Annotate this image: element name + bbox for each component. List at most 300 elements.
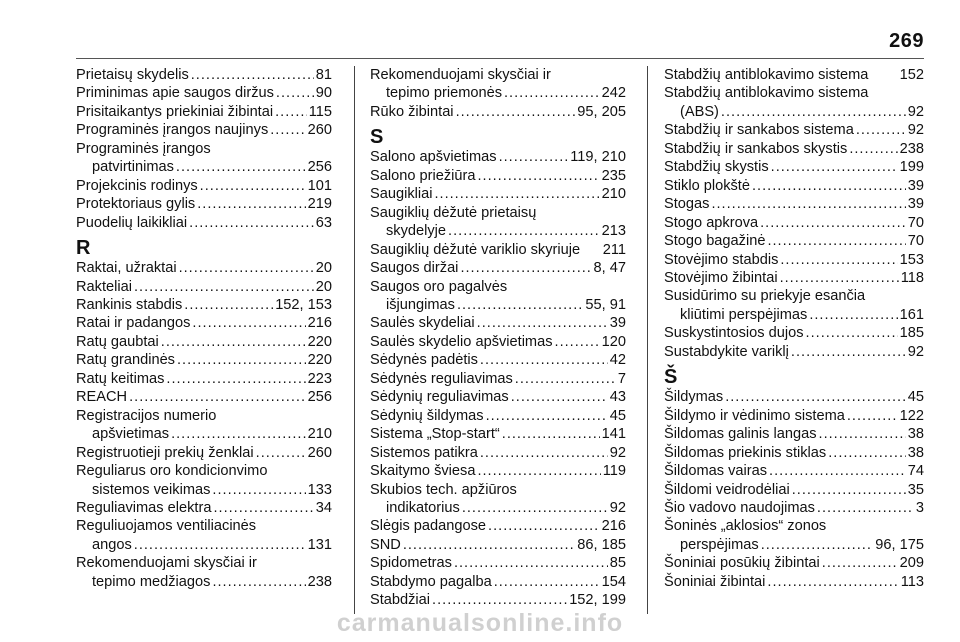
index-entry [370,573,626,591]
index-entry-page: 152, 153 [275,296,332,313]
index-entry-page: 7 [617,370,626,387]
index-entry-page: 133 [307,481,332,498]
index-entry-term-continued: skydelyje [386,223,447,240]
index-entry [664,481,924,499]
index-entry-term: Rankinis stabdis [76,296,183,313]
index-entry-term: Saugikliai [370,186,433,203]
index-entry-page: 20 [315,278,332,295]
leader-dots [129,388,306,406]
index-entry [76,407,332,444]
index-entry [76,259,332,277]
page-number: 269 [889,30,924,52]
index-entry [664,251,924,269]
index-entry [370,591,626,609]
index-entry-page: 161 [899,306,924,323]
leader-dots [197,195,305,213]
index-entry-page: 219 [307,196,332,213]
leader-dots [457,296,583,314]
index-entry-page: 238 [899,140,924,157]
index-entry [370,462,626,480]
section-letter: S [370,126,384,149]
index-entry [370,185,626,203]
index-entry-term: Sėdynių šildymas [370,407,484,424]
leader-dots [192,314,305,332]
index-entry-line [664,177,924,195]
leader-dots [499,148,569,166]
index-entry-page: 81 [315,67,332,83]
index-entry [370,370,626,388]
index-entry-line [664,158,924,176]
index-entry-page: 39 [907,177,924,194]
index-entry-line [664,306,924,324]
leader-dots [721,103,906,121]
index-entry-term: Prietaisų skydelis [76,67,189,83]
index-entry-page: 85 [609,555,626,572]
index-entry [370,204,626,241]
index-entry-page: 42 [609,352,626,369]
index-entry-page: 209 [899,555,924,572]
index-entry-page: 115 [308,103,332,120]
index-entry [664,158,924,176]
index-entry-term: Sėdynės reguliavimas [370,370,513,387]
index-entry-term: Stovėjimo žibintai [664,269,778,286]
index-entry-page: 38 [907,444,924,461]
leader-dots [134,278,314,296]
index-entry-term: Sėdynių reguliavimas [370,389,509,406]
index-entry-term: Suskystintosios dujos [664,325,804,342]
index-entry-page: 141 [601,426,626,443]
index-entry-term: Rekomenduojami skysčiai ir [76,555,257,572]
index-entry-term: Raktai, užraktai [76,260,177,277]
leader-dots [191,66,314,84]
index-entry-term: Reguliarus oro kondicionvimo [76,463,268,480]
index-entry-term: Šoniniai žibintai [664,573,766,590]
index-entry [664,388,924,406]
index-entry [76,121,332,139]
index-entry-term: Rakteliai [76,278,132,295]
index-entry-term: REACH [76,389,128,406]
index-entry-page: 92 [907,343,924,360]
index-entry [664,444,924,462]
index-entry-line [76,370,332,388]
leader-dots [760,214,906,232]
index-entry-page: 90 [315,85,332,102]
index-entry [76,84,332,102]
index-entry [664,425,924,443]
index-entry-page: 39 [609,315,626,332]
index-entry-page: 216 [601,518,626,535]
leader-dots [460,259,591,277]
index-entry-line [664,195,924,213]
index-entry-term: Stovėjimo stabdis [664,251,779,268]
watermark: carmanualsonline.info [336,609,624,637]
index-entry-line [664,214,924,232]
index-entry-line [76,481,332,499]
leader-dots [806,324,898,342]
index-entry-term-continued: angos [92,536,132,553]
index-entry-term: Stiklo plokštė [664,177,750,194]
index-entry-line [664,66,924,84]
index-entry-line [664,407,924,425]
index-entry-term-continued: indikatorius [386,499,460,516]
leader-dots [515,370,616,388]
leader-dots [477,167,599,185]
index-entry-term: Slėgis padangose [370,518,487,535]
index-entry-line [370,103,626,121]
index-entry [370,333,626,351]
index-entry [370,554,626,572]
index-entry-line [370,573,626,591]
index-entry-page: 45 [609,407,626,424]
index-entry-term: Projekcinis rodinys [76,177,198,194]
index-entry-page: 39 [907,196,924,213]
index-entry-page: 92 [609,499,626,516]
index-entry-line [370,591,626,609]
index-entry-page: 70 [907,214,924,231]
leader-dots [276,84,314,102]
index-entry-term: Programinės įrangos naujinys [76,122,269,139]
leader-dots [477,314,608,332]
index-entry-page: 92 [907,122,924,139]
leader-dots [494,573,600,591]
leader-dots [200,177,306,195]
index-entry-term: Ratai ir padangos [76,315,191,332]
index-entry [370,148,626,166]
index-entry-line [76,351,332,369]
index-entry [664,324,924,342]
index-entry-line [76,296,332,314]
index-entry-term-continued: apšvietimas [92,426,170,443]
leader-dots [828,444,906,462]
leader-dots [448,222,600,240]
index-entry-line [370,370,626,388]
index-entry-line [76,425,332,443]
index-entry [664,140,924,158]
index-entry-term: Rekomenduojami skysčiai ir [370,67,551,83]
index-entry-line [76,195,332,213]
index-entry-line [76,573,332,591]
index-entry [664,517,924,554]
leader-dots [456,103,576,121]
index-entry-page: 8, 47 [593,260,626,277]
index-entry-term-continued: (ABS) [680,103,719,120]
index-entry-term: Saugiklių dėžutė variklio skyriuje [370,241,581,258]
index-entry-line [370,167,626,185]
index-entry-term: Šio vadovo naudojimas [664,499,815,516]
index-entry [76,499,332,517]
index-entry [664,554,924,572]
index-entry-page: 38 [907,426,924,443]
index-entry-page: 3 [915,499,924,516]
leader-dots [791,343,906,361]
index-entry-line [76,444,332,462]
index-entry [664,462,924,480]
index-entry-line [370,84,626,102]
index-entry-line [664,324,924,342]
index-entry-line [76,333,332,351]
index-entry-line [664,554,924,572]
index-entry-term: Salono apšvietimas [370,149,497,166]
index-entry-page: 216 [307,315,332,332]
index-entry-term: Ratų gaubtai [76,333,159,350]
index-entry-term: Šildomas vairas [664,463,768,480]
index-entry-line [370,296,626,314]
leader-dots [480,351,608,369]
top-rule [76,58,924,59]
index-entry-page: 96, 175 [875,536,924,553]
index-entry-page: 131 [307,536,332,553]
index-entry-term: Stogo apkrova [664,214,759,231]
index-entry [76,462,332,499]
index-entry-term: Saulės skydeliai [370,315,475,332]
index-entry-line [664,536,924,554]
index-entry-term: Skubios tech. apžiūros [370,481,517,498]
index-entry-term: Sistemos patikra [370,444,478,461]
index-entry-term: Registracijos numerio [76,407,217,424]
index-entry [664,121,924,139]
index-entry-line [664,425,924,443]
index-entry-line [76,121,332,139]
index-entry [370,536,626,554]
leader-dots [780,269,899,287]
index-column-3 [664,66,924,591]
index-entry [76,554,332,591]
index-entry [370,481,626,518]
index-entry-line [370,314,626,332]
index-entry-term: Ratų grandinės [76,352,175,369]
index-entry [370,351,626,369]
index-entry [664,499,924,517]
leader-dots [275,103,307,121]
leader-dots [819,425,906,443]
index-entry-term: Susidūrimo su priekyje esančia [664,288,866,305]
index-entry [370,425,626,443]
index-entry [664,573,924,591]
index-entry-page: 256 [307,389,332,406]
index-entry-term: Šildomas priekinis stiklas [664,444,827,461]
index-entry-line [664,499,924,517]
index-entry-line [76,177,332,195]
leader-dots [504,84,600,102]
leader-dots [179,259,314,277]
index-entry-term: Šildomas galinis langas [664,426,817,443]
index-entry [664,407,924,425]
leader-dots [780,251,897,269]
index-entry-page: 55, 91 [585,296,626,313]
index-entry-line [76,158,332,176]
leader-dots [213,499,313,517]
index-entry-line [664,103,924,121]
index-entry-line [370,554,626,572]
index-entry-term: Šildymas [664,389,724,406]
index-entry [664,287,924,324]
index-entry-line [370,499,626,517]
index-entry-term: Šildomi veidrodėliai [664,481,790,498]
index-entry [76,517,332,554]
leader-dots [711,195,905,213]
leader-dots [792,481,906,499]
index-entry-term: Saulės skydelio apšvietimas [370,333,553,350]
index-entry-line [664,462,924,480]
index-entry-line [664,444,924,462]
index-entry-line [76,499,332,517]
index-entry-term: Saugos diržai [370,260,459,277]
index-entry-page: 223 [307,370,332,387]
leader-dots [502,425,600,443]
index-entry-line [370,222,626,240]
index-entry-line [370,425,626,443]
index-entry-page: 260 [307,122,332,139]
index-entry-term: Sustabdykite variklį [664,343,789,360]
index-entry-line [664,481,924,499]
leader-dots [725,388,906,406]
index-entry [664,343,924,361]
index-entry-page: 35 [907,481,924,498]
index-entry-page: 95, 205 [577,103,626,120]
index-entry [664,269,924,287]
index-entry [370,241,626,259]
index-entry [76,195,332,213]
index-entry-line [76,536,332,554]
index-entry-page: 154 [601,573,626,590]
index-entry-page: 220 [307,333,332,350]
index-entry-line [664,388,924,406]
index-entry-term-continued: tepimo medžiagos [92,573,211,590]
leader-dots [822,554,898,572]
index-entry-term: Rūko žibintai [370,103,454,120]
index-entry [370,314,626,332]
index-entry-term: Stabdžių antiblokavimo sistema [664,67,869,83]
index-entry [76,214,332,232]
index-column-1 [76,66,332,591]
index-entry-term: Stabdymo pagalba [370,573,492,590]
index-entry [664,232,924,250]
index-entry-page: 118 [900,269,924,286]
index-entry-term: Salono priežiūra [370,167,476,184]
index-entry-term: Reguliavimas elektra [76,499,212,516]
index-entry [664,84,924,121]
leader-dots [184,296,273,314]
index-entry-term: Stabdžių ir sankabos sistema [664,122,854,139]
index-entry-term: Reguliuojamos ventiliacinės [76,518,257,535]
index-entry [370,388,626,406]
leader-dots [849,140,897,158]
index-entry-term: Spidometras [370,555,452,572]
leader-dots [767,232,905,250]
leader-dots [189,214,314,232]
index-entry-term: Saugiklių dėžutė prietaisų [370,204,537,221]
index-column-2 [370,66,626,610]
leader-dots [434,185,599,203]
index-entry [76,370,332,388]
index-entry-term-continued: patvirtinimas [92,159,174,176]
index-entry-page: 20 [315,260,332,277]
index-entry-term: Programinės įrangos [76,140,211,157]
index-entry-page: 220 [307,352,332,369]
index-entry-line [664,269,924,287]
index-entry [76,314,332,332]
leader-dots [809,306,897,324]
index-entry-page: 213 [601,223,626,240]
index-entry-page: 63 [315,214,332,231]
leader-dots [480,444,608,462]
index-entry [664,177,924,195]
index-entry-page: 92 [907,103,924,120]
index-entry-page: 119, 210 [570,149,626,166]
index-entry-page: 185 [899,325,924,342]
index-entry-page: 45 [907,389,924,406]
index-entry-page: 199 [899,159,924,176]
leader-dots [488,517,600,535]
index-entry [370,517,626,535]
index-entry-page: 74 [907,463,924,480]
section-letter: Š [664,366,678,389]
index-entry-page: 152 [899,67,924,83]
index-entry-page: 101 [307,177,332,194]
index-entry-term: Skaitymo šviesa [370,463,476,480]
index-entry-term: Registruotieji prekių ženklai [76,444,254,461]
index-entry-page: 70 [907,233,924,250]
index-entry-page: 238 [307,573,332,590]
leader-dots [856,121,906,139]
leader-dots [212,481,305,499]
leader-dots [752,177,906,195]
index-entry-term: SND [370,536,401,553]
leader-dots [761,536,874,554]
leader-dots [161,333,306,351]
index-entry [76,177,332,195]
index-entry-term: Protektoriaus gylis [76,196,196,213]
index-entry-term: Stabdžiai [370,592,431,609]
index-entry-term-continued: perspėjimas [680,536,759,553]
index-entry-line [664,140,924,158]
index-entry-term: Stabdžių antiblokavimo sistema [664,85,869,102]
index-entry [664,214,924,232]
index-entry-line [370,351,626,369]
index-entry [370,167,626,185]
index-entry-page: 152, 199 [569,592,626,609]
leader-dots [270,121,305,139]
index-entry-line [664,573,924,591]
index-entry-line [664,251,924,269]
index-entry-line [76,214,332,232]
index-entry-term-continued: išjungimas [386,296,455,313]
index-entry-line [370,148,626,166]
leader-dots [462,499,608,517]
index-entry [370,407,626,425]
index-entry-line [370,536,626,554]
index-entry-term-continued: kliūtimi perspėjimas [680,306,808,323]
leader-dots [403,536,575,554]
index-entry [370,259,626,277]
index-entry [370,444,626,462]
index-entry [664,195,924,213]
leader-dots [817,499,914,517]
index-entry [76,278,332,296]
index-entry-page: 113 [900,573,924,590]
column-divider [354,66,355,614]
index-entry-term: Puodelių laikikliai [76,214,188,231]
leader-dots [454,554,608,572]
index-entry-term: Šoninės „aklosios“ zonos [664,518,827,535]
index-entry-page: 122 [899,407,924,424]
index-entry-line [370,517,626,535]
index-entry [370,66,626,103]
index-entry-term: Šoniniai posūkių žibintai [664,555,820,572]
leader-dots [166,370,305,388]
index-entry-term: Sistema „Stop-start“ [370,426,500,443]
index-entry-page: 211 [602,241,626,258]
